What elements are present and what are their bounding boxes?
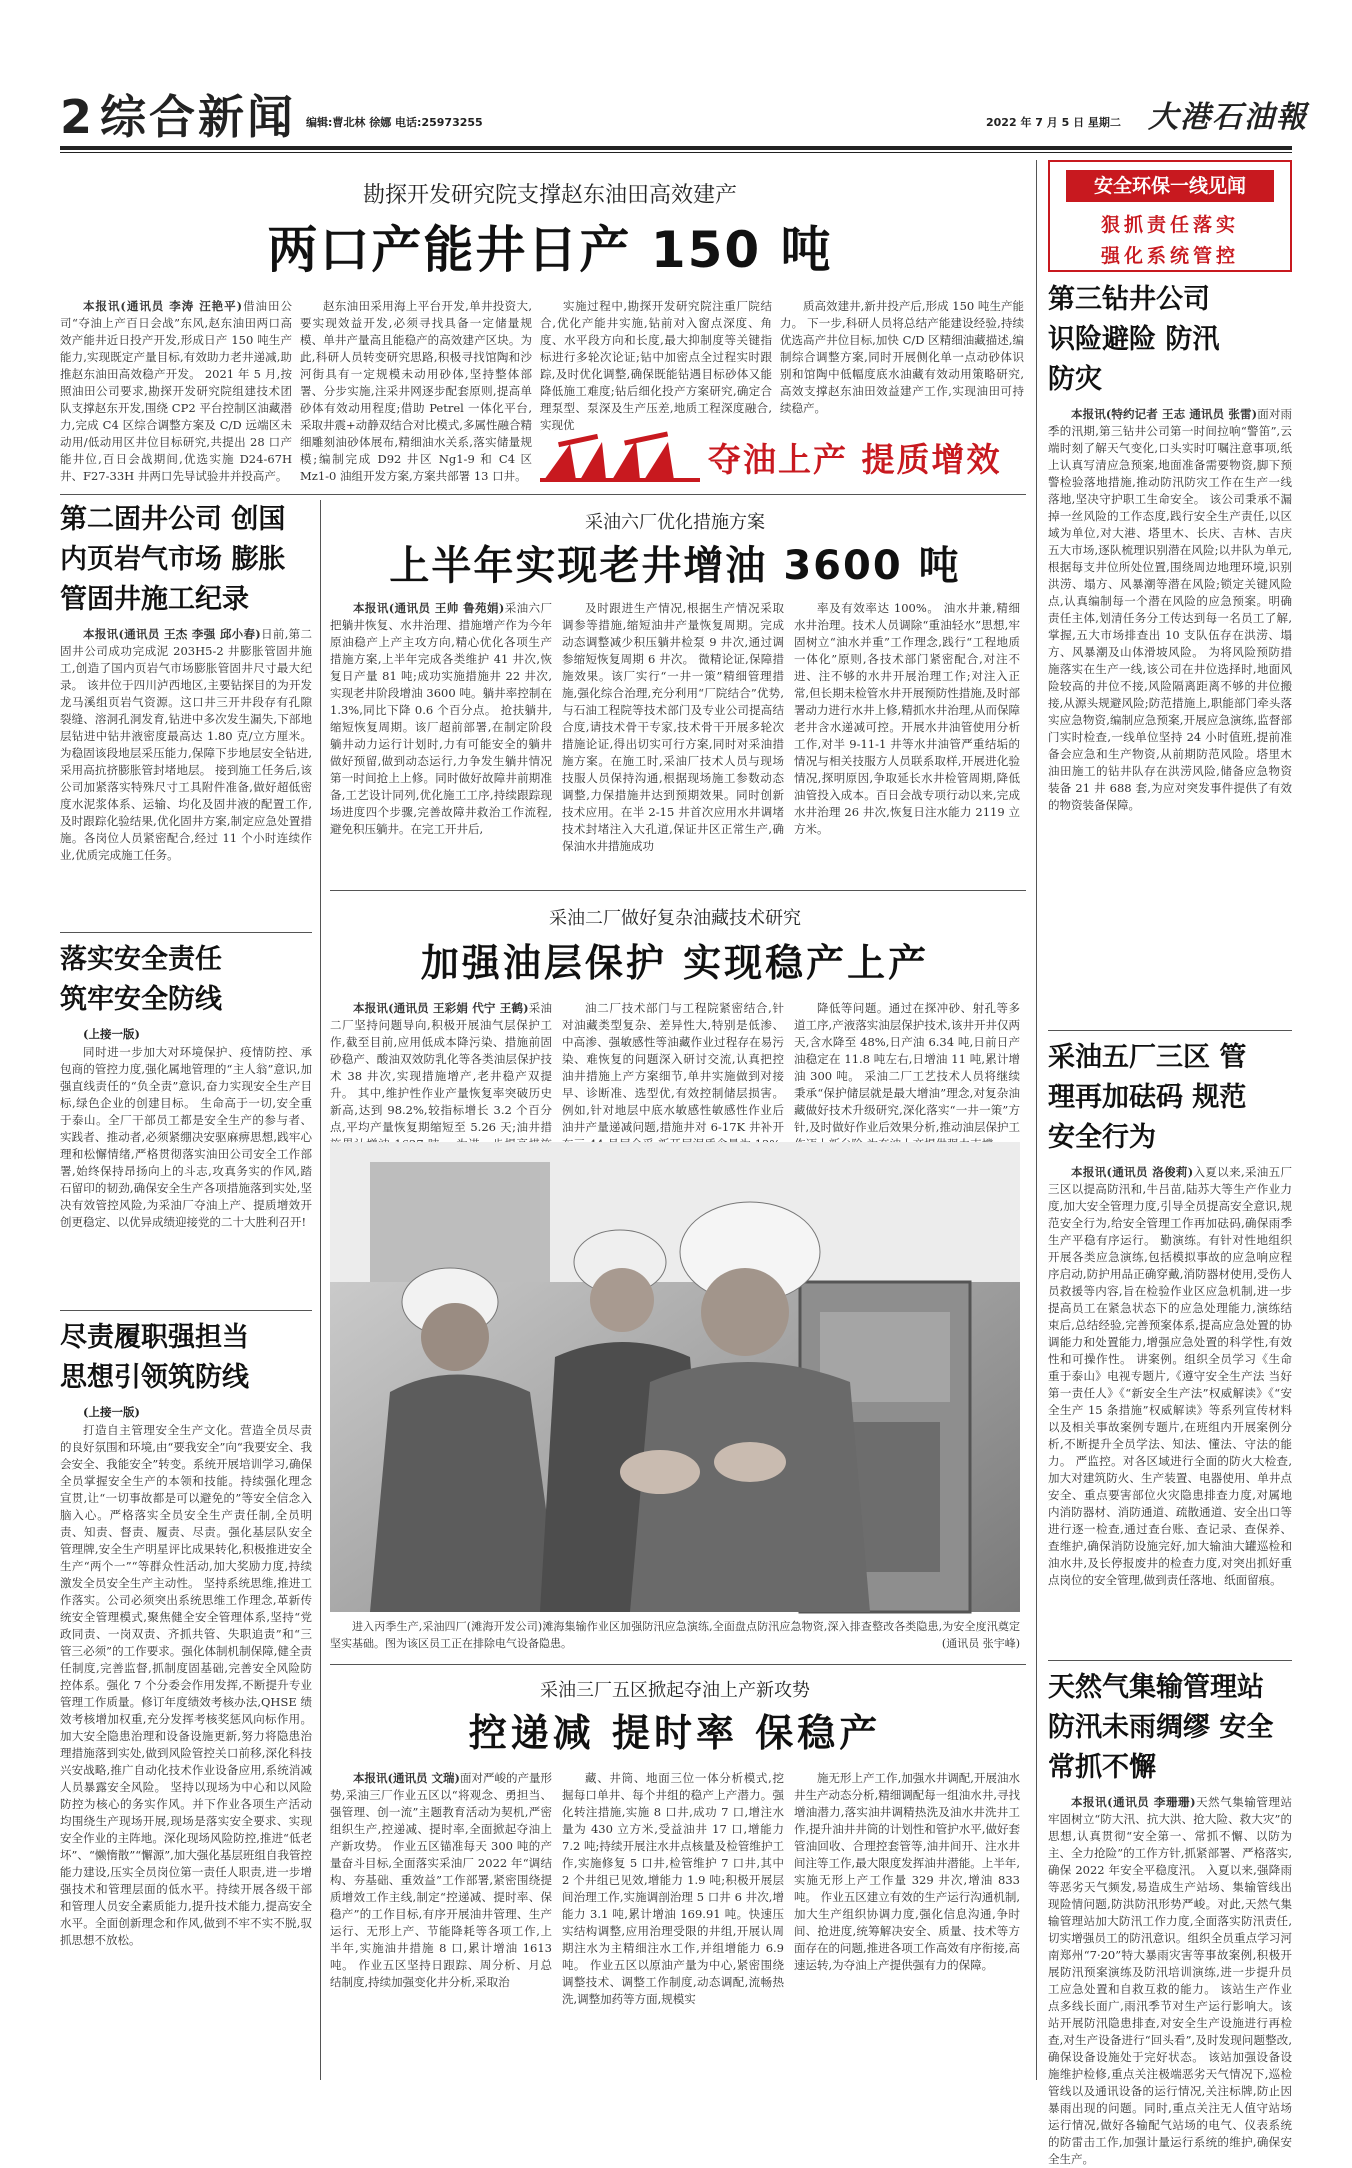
right1-text: 本报讯(特约记者 王志 通讯员 张雷)面对雨季的汛期,第三钻井公司第一时间拉响“警笛”,云端时刻了解天气变化,口头实时叮嘱注意事项,纸上认真写清应急预案,地面准备需要物资,脚下预警检验落地措施,推动防汛防灾工作在生产一线落地,坚决守护职工生命安全。 该公司秉承不漏掉一丝风险的工作态度,践行安全生产责任,以区域为单位,对大港、塔里木、长庆、吉林、吉庆五大市场,逐队梳理识别潜在风险;以井队为单元,根据每支井位所处位置,围绕周边地理环境,识别洪涝、塌方、风暴潮等潜在风险;锁定关键风险点,认真编制每一个潜在风险的应急预案。明确责任主体,划清任务分工传达到每一名员工了解,掌握,五大市场排查出 10 支队伍存在洪涝、塌方、风暴潮及山体滑坡风险。 为将风险预防措施落实在生产一线,该公司在井位选择时,地面风险较高的井位不接,风险隔离距离不够的井位搬接,从源头规避风险;防范措施上,职能部门牵头落实应急物资,编制应急预案,开展应急演练,监督部门实时检查,一线单位坚持 24 小时值班,提前准备会应急和生产物资,从前期防范风险。塔里木油田施工的钻井队存在洪涝风险,储备应急物资装备 21 井 688 套,为应对突发事件提供了有效的物资装备保障。 <box>1048 407 1292 812</box>
article4-col1: 本报讯(通讯员 文瑞)面对严峻的产量形势,采油三厂作业五区以“将观念、勇担当、强管理、创一流”主题教育活动为契机,严密组织生产,控递减、提时率,全面掀起夺油上产新攻势。 作业五区锚准每天 300 吨的产量奋斗目标,全面落实采油厂 2022 年“调结构、夯基础、重效益”工作部署,紧密围绕提质增效工作主线,制定“控递减、提时率、保稳产”的工作目标,有序开展油井管理、生产运行、无形上产、节能降耗等各项工作,上半年,实施油井措施 8 口,累计增油 1613 吨。 作业五区坚持日跟踪、周分析、月总结制度,持续加强变化井分析,采取治 <box>330 1771 553 1989</box>
right-article-1 <box>1048 280 1292 976</box>
workers-photo-illustration <box>330 1142 1020 1612</box>
article2-col1: 本报讯(通讯员 王帅 鲁苑娟)采油六厂把躺井恢复、水井治理、措施增产作为今年原油稳产上产主攻方向,精心优化各项生产措施方案,上半年完成各类维护 41 井次,恢复日产量 81 吨;成功实施措施井 22 井次,实现老井阶段增油 3600 吨。躺井率控制在 1.3%,同比下降 0.6 个百分点。 抢扶躺井,缩短恢复周期。该厂超前部署,在制定阶段躺井动力运行计划时,力有可能安全的躺井做好预留,做到动态运行,力争发生躺井情况第一时间抢上上修。同时做好故障井前期准备,工艺设计同列,优化施工工序,持续跟踪现场进度四个步骤,完善故障井救治工作流程,避免积压躺井。在完工开井后, <box>330 601 553 836</box>
page-number: 2 <box>60 90 93 144</box>
article2-col2: 及时跟进生产情况,根据生产情况采取调参等措施,缩短油井产量恢复周期。完成动态调整减少积压躺井检泵 9 井次,通过调参缩短恢复周期 6 井次。 微精论证,保障措施效果。该厂实行“一井一策”精细管理措施,强化综合治理,充分利用“厂院结合”优势,与石油工程院等技术部门及专业公司提高结合度,请技术骨干专家,技术骨干开展多轮次措施论证,得出切实可行方案,同时对采油措施方案。在施工时,采油厂技术人员与现场技服人员保持沟通,根据现场施工参数动态调整,力保措施井达到预期效果。同时创新技术应用。在半 2-15 井首次应用水井调堵技术封堵注入大孔道,保证井区正常生产,确保油水井措施成功 <box>562 601 784 853</box>
sidebar3-headline: 尽责履职强担当 思想引领筑防线 <box>60 1322 249 1393</box>
right-column-divider <box>1036 160 1037 2080</box>
article3-rule <box>330 1664 1026 1665</box>
article1-rule <box>60 494 1026 495</box>
sidebar-divider-2 <box>60 1310 312 1311</box>
article1-col2: 赵东油田采用海上平台开发,单井投资大,要实现效益开发,必须寻找具备一定储量规模、单井产量高且能稳产的高效建产区块。为此,科研人员转变研究思路,积极寻找馆陶和沙河街具有一定规模未动用砂体,坚持整体部署、分步实施,注采井网逐步配套原则,提高单砂体有效动用程度;借助 Petrel 一体化平台,采取井震+动静双结合对比模式,多属性融合精细雕刻油砂体展布,精细油水关系,落实储量规模;编制完成 D92 井区 Ng1-9 和 C4 区 Mz1-0 油组开发方案,方案共部署 13 口井。 <box>300 299 532 483</box>
article2-kicker: 采油六厂优化措施方案 <box>585 512 765 533</box>
sidebar-article-1 <box>60 500 312 888</box>
article3-col2: 油二厂技术部门与工程院紧密结合,针对油藏类型复杂、差异性大,特别是低渗、中高渗、强敏感性等油藏作业过程存在易污染、难恢复的问题深入研讨交流,认真把控油井措施上产方案细节,单井实施做到对接早、诊断准、选型优,有效控制储层损害。 例如,针对地层中底水敏感性敏感性作业后油井产量递减问题,措施井对 6-17K 井补开 <box>562 1001 784 1134</box>
right-article-2 <box>1048 1038 1292 1644</box>
article4-kicker: 采油三厂五区掀起夺油上产新攻势 <box>540 1680 810 1701</box>
article4-col2: 藏、井筒、地面三位一体分析模式,挖掘每口单井、每个井组的稳产上产潜力。强化转注措施,实施 8 口井,成功 7 口,增注水量为 430 立方米,受益油井 17 口,增能力 7.2 吨;持续开展注水井点核量及检管维护工作,实施修复 5 口井,检管维护 7 口井,其中 2 个井组已见效,增能力 1.9 吨;积极开展层间治理工作,实施调剖治理 5 口井 6 井次,增能力 3.1 吨,累计增油 169.91 吨。快速压实结构调整,应用治理受限的井组,开展认周期注水为主精细注水工作,并组增能力 6.9 吨。 作业五区以原油产量为中心,紧密围绕调整技术、调整工作制度,动态调配,流畅热洗,调整加药等方面,规模实 <box>562 1771 784 2006</box>
article1-headline: 两口产能井日产 150 吨 <box>267 221 833 279</box>
right2-headline: 采油五厂三区 管理再加砝码 规范安全行为 <box>1048 1042 1247 1153</box>
sidebar3-origin: (上接一版) <box>83 1405 140 1419</box>
photo-caption: 进入丙季生产,采油四厂(滩海开发公司)滩海集输作业区加强防汛应急演练,全面盘点防汛应急物资,深入排查整改各类隐患,为安全度汛奠定坚实基础。图为该区员工正在排除电气设备隐患。 (通讯员 张宇峰) <box>330 1620 1020 1650</box>
news-photo <box>330 1142 1020 1612</box>
issue-date: 2022 年 7 月 5 日 星期二 <box>986 116 1121 129</box>
article1-col1: 本报讯(通讯员 李涛 汪艳平)借油田公司“夺油上产百日会战”东风,赵东油田两口高效产能井近日投产开发,形成日产 150 吨生产能力,实现既定产量目标,有效助力老井递减,助推赵东油田高效稳产开发。 2021 年 5 月,按照油田公司要求,勘探开发研究院组建技术团队支撑赵东开发,围绕 CP2 平台控制区油藏潜力,完成 C4 区综合调整方案及 C/D 远端区未动用/低动用区井位目标研究,共提出 28 口产能井位,百日会战期间,优选实施 D24-67H 井、F27-33H 井两口先导试验井并投高产。 <box>60 299 293 483</box>
article1-col3: 实施过程中,勘探开发研究院注重厂院结合,优化产能井实施,钻前对入窗点深度、角度、水平段方向和长度,最大抑制度等关键指标进行多轮次论证;钻中加密点全过程实时跟踪,及时优化调整,确保既能钻遇目标砂体又能降低施工难度;钻后细化投产方案研究,确定合理泵型、泵深及生产压差,地质工程深度融合,实现优 <box>540 299 772 432</box>
section-title: 综合新闻 <box>100 90 296 144</box>
article3-headline: 加强油层保护 实现稳产上产 <box>420 941 930 985</box>
left-column-divider <box>320 500 321 2080</box>
sidebar-article-3 <box>60 1318 312 2072</box>
right-divider-2 <box>1048 1660 1292 1661</box>
sidebar2-headline: 落实安全责任 筑牢安全防线 <box>60 944 222 1015</box>
column-header-title: 安全环保一线见闻 <box>1066 170 1274 202</box>
editor-line: 编辑:曹北林 徐娜 电话:25973255 <box>306 116 483 129</box>
campaign-banner <box>540 424 1020 486</box>
right-divider-1 <box>1048 1030 1292 1031</box>
article3-col3: 降低等问题。通过在探冲砂、射孔等多道工序,产液落实油层保护技术,该井开井仅两天,含水降至 48%,日产油 6.34 吨,日前日产油稳定在 11.8 吨左右,日增油 11 吨,累计增油 300 吨。 采油二厂工艺技术人员将继续秉承“保护储层就是最大增油”理念,对复杂油藏做好技术升级研究,深化落实“一井一策”方针,及时做好作业后效果分析,推动油层保护工 <box>794 1001 1020 1134</box>
right3-headline: 天然气集输管理站 防汛未雨绸缪 安全常抓不懈 <box>1048 1672 1274 1783</box>
sidebar2-text: 同时进一步加大对环境保护、疫情防控、承包商的管控力度,强化属地管理的“主人翁”意识,加强直线责任的“负全责”意识,奋力实现安全生产目标,绿色企业的创建目标。 生命高于一切,安全重于泰山。全厂干部员工都是安全生产的参与者、实践者、推动者,必须紧绷决安驱麻痹思想,践牢心理和松懈情绪,严格贯彻落实油田公司安全工作部署,始终保持昂扬向上的斗志,攻真务实的作风,踏石留印的韧劲,确保安全生产各项措施落到实处,坚决有效管控风险,为采油厂夺油上产、提质增效开创更稳定、以优异成绩迎接党的二十大胜利召开! <box>60 1045 312 1229</box>
article1-byline: 本报讯(通讯员 李涛 汪艳平) <box>83 299 243 313</box>
article2-headline: 上半年实现老井增油 3600 吨 <box>389 543 961 589</box>
photo-credit: (通讯员 张宇峰) <box>941 1637 1020 1650</box>
right2-text: 本报讯(通讯员 洛俊莉)入夏以来,采油五厂三区以提高防汛和,牛吕苗,陆苏大等生产作业力度,加大安全管理力度,引导全员提高安全意识,规范安全行为,给安全管理工作再加砝码,确保雨季生产平稳有序运行。 勤演练。有针对性地组织开展各类应急演练,包括模拟事故的应急响应程序启动,防护用品正确穿戴,消防器材使用,受伤人员救援等内容,旨在检验作业区应急机制,进一步提高员工在紧急状态下的应急处理能力,演练结束后,总结经验,完善预案体系,提高应急处置的协调能力和处置能力,增强应急处置的科学性,有效性和可操作性。 讲案例。组织全员学习《生命重于泰山》电视专题片,《遵守安全生产法 当好第一责任人》《“新安全生产法”权威解读》《“安全生产 15 条措施”权威解读》等系列宣传材料以及相关事故案例专题片,在班组内开展案例分析,不断提升全员学法、知法、懂法、守法的能力。 严监控。对各区域进行全面的防火大检查,加大对建筑防火、生产装置、电器使用、单井点安全、重点要害部位火灾隐患排查力度,对属地内消防器材、消防通道、疏散通道、安全出口等进行逐一检查,通过查台账、查记录、查保养、查维护,确保消防设施完好,加大输油大罐巡检和油水井,及长停报废井的检查力度,对突出抓好重点岗位的安全管理,做到责任落地、纸面留痕。 <box>1048 1165 1293 1587</box>
article1-kicker: 勘探开发研究院支撑赵东油田高效建产 <box>362 183 737 208</box>
right-article-3 <box>1048 1668 1292 2166</box>
article4-col3: 施无形上产工作,加强水井调配,开展油水井生产动态分析,精细调配每一组油水井,寻找增油潜力,落实油井调精热洗及油水井洗井工作,提升油井井筒的计划性和管护水平,做好套管油回收、合理控套管等,油井间开、注水井间注等工作,最大限度发挥油井潜能。上半年,实施无形上产工作量 329 井次,增油 833 吨。 作业五区建立有效的生产运行沟通机制,加大生产组织协调力度,强化信息沟通,争时间、抢进度,统筹解决安全、质量、技术等方面存在的问题,推进各项工作高效有序衔接,高速运转,为夺油上产提供强有力的保障。 <box>794 1771 1020 1972</box>
column-header-slogan-2: 强化系统管控 <box>1100 245 1239 267</box>
article1-col4: 质高效建井,新井投产后,形成 150 吨生产能力。 下一步,科研人员将总结产能建设经验,持续优选高产井位目标,加快 C/D 区精细油藏描述,编制综合调整方案,同时开展侧化单一点动砂体识别和馆陶中低幅度底水油藏有效动用策略研究,高效支撑赵东油田效益建产工作,实现油田可持续稳产。 <box>780 299 1024 415</box>
article4-headline: 控递减 提时率 保稳产 <box>468 1711 882 1755</box>
article3-kicker: 采油二厂做好复杂油藏技术研究 <box>549 908 801 929</box>
sidebar2-origin: (上接一版) <box>83 1027 140 1041</box>
article2-rule <box>330 890 1026 891</box>
masthead-rule-thick <box>60 146 1292 150</box>
right3-text: 本报讯(通讯员 李珊珊)天然气集输管理站牢固树立“防大汛、抗大洪、抢大险、救大灾”的思想,认真贯彻“安全第一、常抓不懈、以防为主、全力抢险”的工作方针,抓紧部署、严格落实,确保 2022 年安全平稳度汛。 入夏以来,强降雨等恶劣天气频发,易造成生产站场、集输管线出现险情问题,防洪防汛形势严峻。对此,天然气集输管理站加大防汛工作力度,全面落实防汛责任,切实增强员工的防汛意识。组织全员重点学习河南郑州“7·20”特大暴雨灾害等事故案例,积极开展防汛预案演练及防汛培训演练,进一步提升员工应急处置和自救互救的能力。 该站生产作业点多线长面广,雨汛季节对生产运行影响大。该站开展防汛隐患排查,对安全生产设施进行再检查,对生产设备进行“回头看”,及时发现问题整改,确保设备设施处于完好状态。 该站加强设备设施维护检修,重点关注极端恶劣天气情况下,巡检管线以及通讯设备的运行情况,关注标牌,防止因暴雨出现的问题。同时,重点关注无人值守站场运行情况,做好各输配气站场的电气、仪表系统的防雷击工作,加强计量运行系统的维护,确保安全生产。 <box>1048 1795 1292 2166</box>
article2-col3: 率及有效率达 100%。 油水井兼,精细水井治理。技术人员调除“重油轻水”思想,牢固树立“油水并重”工作理念,践行“工程地质一体化”原则,各技术部门紧密配合,对注不进、注不够的水井开展治理工作;对注入正常,但长期未检管水井开展预防性措施,及时部署动力进行水井上修,精抓水井治理,从而保障老井含水递减可控。开展水井油管使用分析工作,对半 9-11-1 井等水井油管严重结垢的情况与相关技服方人员联系取样,开展进化验情况,探明原因,争取延长水井检管周期,降低油管投入成本。百日会战专项行动以来,完成水井治理 26 井次,恢复日注水能力 2119 立方米。 <box>794 601 1020 836</box>
sidebar3-text: 打造自主管理安全生产文化。营造全员尽责的良好氛围和环境,由“要我安全”向“我要安全、我会安全、我能安全”转变。系统开展培训学习,确保全员掌握安全生产的本领和技能。持续强化理念宣贯,让“一切事故都是可以避免的”等安全信念入脑入心。严格落实全员安全生产责任制,全员明责、知责、督责、履责、尽责。强化基层队安全管理牌,安全生产明星评比成果转化,积极推进安全生产“两个一”“等群众性活动,加大奖励力度,持续激发全员安全生产主动性。 坚持系统思维,推进工作落实。公司必须突出系统思维工作理念,革新传统安全管理模式,聚焦健全安全管理体系,坚持“党政同责、一岗双责、齐抓共管、失职追责”和“三管三必须”的工作要求。强化体制机制保障,健全责任制度,完善监督,抓制度固基础,完善安全风险防控体系。强化 7 个分委会作用发挥,不断提升专业管理工作质量。修订年度绩效考核办法,QHSE 绩效考核增加权重,充分发挥考核奖惩风向标作用。加大安全隐患治理和设备设施更新,努力将隐患治理措施落到实处,做到风险管控关口前移,深化科技兴安战略,推广自动化技术作业设备应用,系统消减人员暴露安全风险。 坚持以现场为中心和以风险防控为核心的务实作风。并下作业各项生产活动均围绕生产现场开展,现场是落实安全要求、实现安全作业的主阵地。深化现场风险防控,推进“低老坏”、“懒惰散”“懈源”,加大强化基层班组自我管控能力建设,压实全员岗位第一责任人职责,进一步增强技术和管理层面的低水平。持续开展各级干部和管理人员安全素质能力,提升技术能力,提高安全水平。全面创新理念和作风,做到不牢不实不脱,驭抓思想不放松。 <box>60 1423 312 1947</box>
article3-col1: 本报讯(通讯员 王彩娟 代宁 王鹤)采油二厂坚持问题导向,积极开展油气层保护工作,截至目前,应用低成本降污染、措施前固砂稳产、酸油双效防乳化等各类油层保护技术 38 井次,实现措施增产,老井稳产双提升。 其中,维护性作业产量恢复率突破历史新高,达到 98.2%,较指标增长 3.2 个百分点,平均产量恢复期缩短至 5.26 天;油井措 <box>330 1001 552 1134</box>
column-header-slogan-1: 狠抓责任落实 <box>1100 214 1239 236</box>
column-header-box <box>1048 160 1292 272</box>
campaign-banner-text: 夺油上产 提质增效 <box>708 440 1002 479</box>
pump-jack-icon <box>540 424 700 484</box>
newspaper-logo: 大港石油報 <box>1148 100 1308 135</box>
right1-headline: 第三钻井公司 识险避险 防汛防灾 <box>1048 284 1220 395</box>
masthead-rule-thin <box>60 152 1292 153</box>
sidebar-article-2 <box>60 940 312 1344</box>
sidebar1-text: 本报讯(通讯员 王杰 李强 邱小春)日前,第二固井公司成功完成泥 203H5-2 井膨胀管固井施工,创造了国内页岩气市场膨胀管固井尺寸最大纪录。 该井位于四川泸西地区,主要钻探目的为开发龙马溪组页岩气资源。这口井三开井段存有孔隙裂缝、溶洞孔洞发育,钻进中多次发生漏失,下部地层钻进中钻井液密度最高达 1.80 克/立方厘米。为稳固该段地层采压能力,保障下步地层安全钻进,采用高抗挤膨胀管封堵地层。 接到施工任务后,该公司加紧落实特殊尺寸工具附件准备,做好超低密度水泥浆体系、运输、均化及固井液的配置工作,及时跟踪化验结果,优化固井方案,制定应急处置措施。各岗位人员紧密配合,经过 11 个小时连续作业,优质完成施工任务。 <box>60 627 312 862</box>
sidebar1-headline: 第二固井公司 创国内页岩气市场 膨胀管固井施工纪录 <box>60 504 286 615</box>
sidebar-divider-1 <box>60 932 312 933</box>
